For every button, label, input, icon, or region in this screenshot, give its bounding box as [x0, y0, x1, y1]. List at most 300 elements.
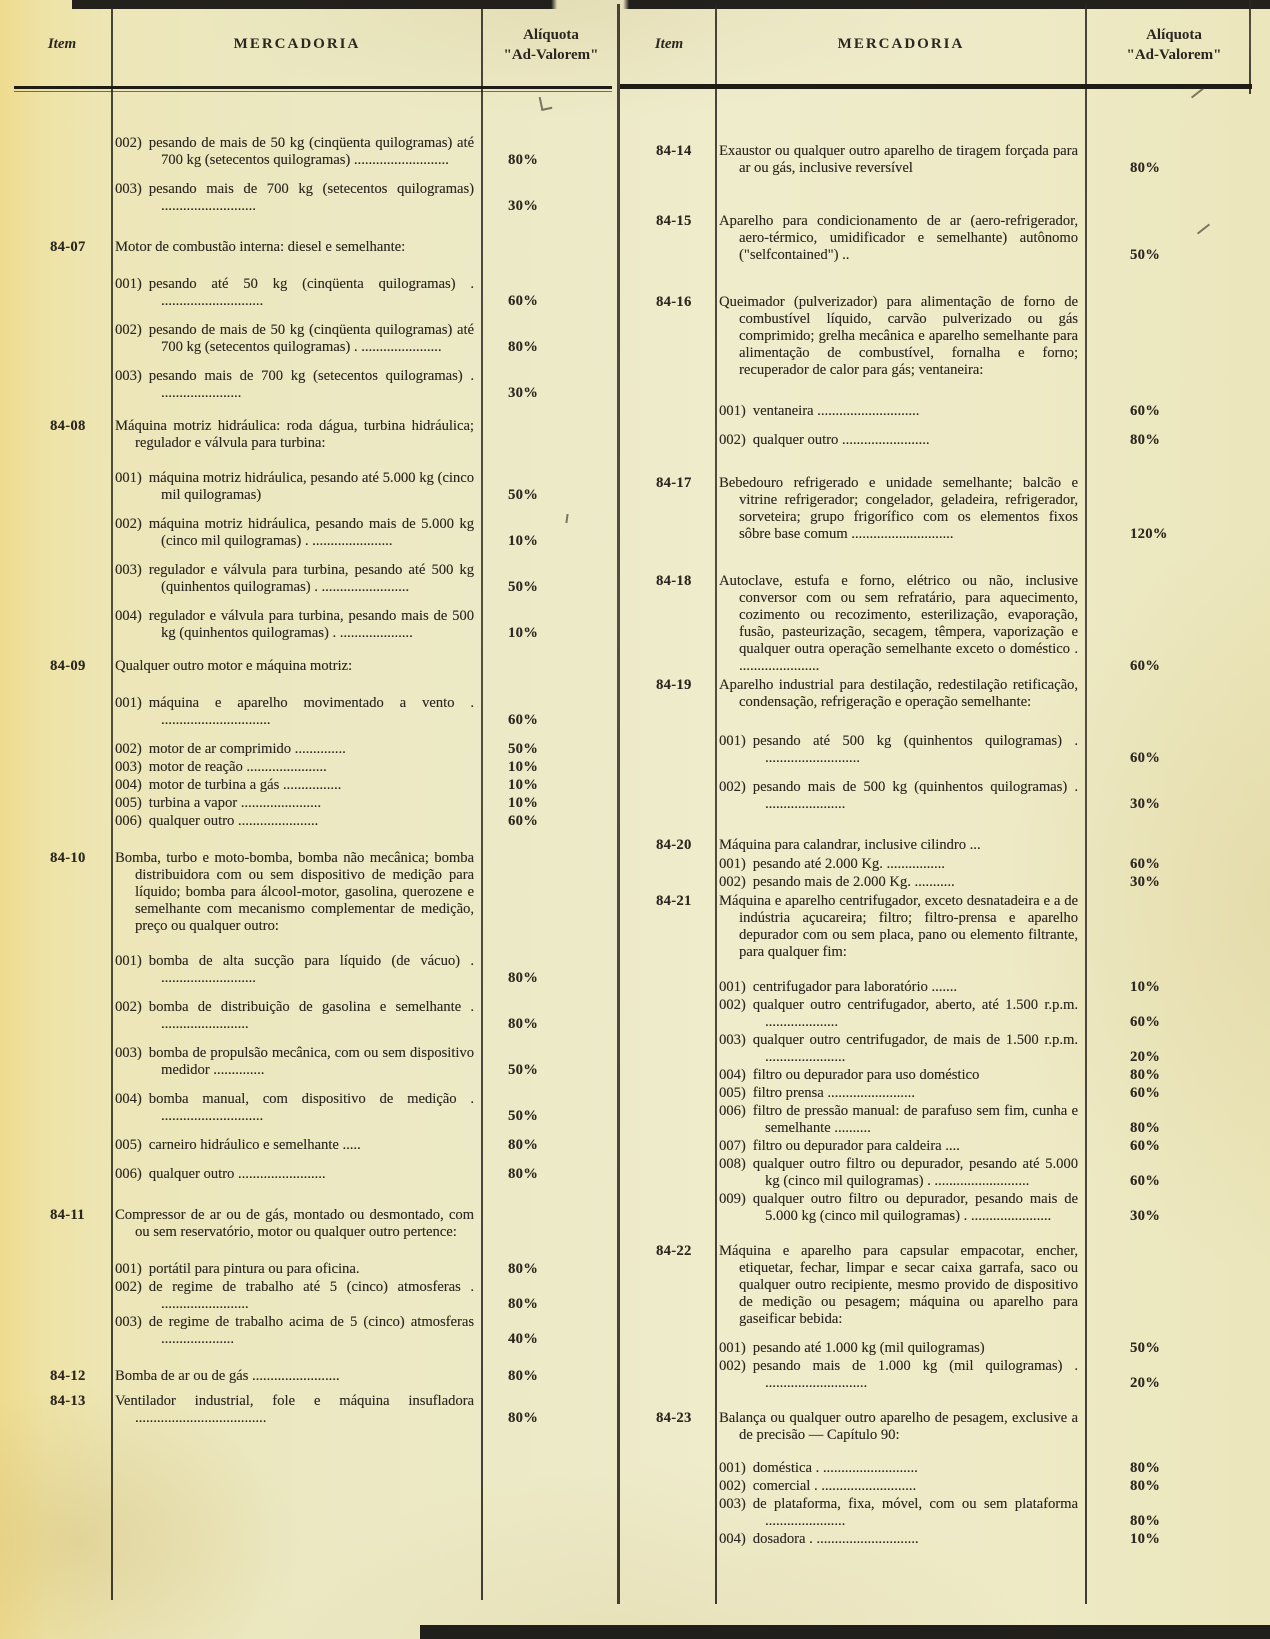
entry-main-row: [622, 677, 1252, 711]
entry-description-cell: [112, 850, 482, 935]
entry-description: Balança ou qualquer outro aparelho de pesagem, exclusive a de precisão — Capítulo 90:: [719, 1410, 1078, 1443]
sub-item-row: [12, 813, 610, 830]
column-header-mercadoria: MERCADORIA: [837, 36, 965, 52]
rate-value: 80%: [508, 339, 539, 355]
sub-item-number: 003): [115, 1045, 142, 1061]
sub-item-number: 001): [115, 1261, 142, 1277]
entry-description: Motor de combustão interna: diesel e semelhante:: [115, 239, 406, 255]
item-number-spacer: [12, 741, 112, 758]
entry-description-cell: [716, 1410, 1086, 1444]
sub-item-row: [622, 432, 1252, 449]
tariff-entry: [12, 658, 610, 830]
rate-value: 80%: [1130, 1067, 1161, 1083]
tariff-entry: [622, 294, 1252, 449]
sub-item-description: turbina a vapor ......................: [148, 795, 322, 811]
tariff-entry: [622, 893, 1252, 1225]
item-number-spacer: [12, 322, 112, 356]
item-number-spacer: [622, 1032, 716, 1066]
rate-value: 60%: [1130, 856, 1161, 872]
sub-item-cell: [112, 695, 482, 729]
sub-item-description: carneiro hidráulico e semelhante .....: [148, 1137, 361, 1153]
item-number: 84-08: [50, 418, 86, 434]
sub-item-text: [115, 562, 474, 596]
sub-item-text: [719, 733, 1078, 767]
sub-item-text: [115, 516, 474, 550]
item-number-spacer: [622, 1191, 716, 1225]
sub-item-row: [12, 516, 610, 550]
item-number-spacer: [12, 999, 112, 1033]
item-number-spacer: [12, 470, 112, 504]
column-header-mercadoria: MERCADORIA: [233, 36, 361, 52]
item-number-spacer: [12, 1166, 112, 1183]
sub-item-description: pesando até 500 kg (quinhentos quilogramas) . ..........................: [752, 733, 1078, 766]
sub-item-row: [12, 470, 610, 504]
sub-item-cell: [716, 1067, 1086, 1084]
sub-item-description: bomba de distribuição de gasolina e semelhante . ........................: [148, 999, 474, 1032]
entry-main-row: [622, 1410, 1252, 1444]
sub-item-description: bomba de alta sucção para líquido (de vácuo) . ..........................: [148, 953, 474, 986]
sub-item-row: [622, 1531, 1252, 1548]
sub-item-text: [115, 1137, 474, 1154]
sub-item-cell: [112, 1166, 482, 1183]
sub-item-description: motor de ar comprimido ..............: [148, 741, 346, 757]
item-number: 84-15: [656, 213, 692, 229]
sub-item-number: 002): [115, 322, 142, 338]
sub-item-cell: [112, 795, 482, 812]
item-number: 84-11: [50, 1207, 85, 1223]
sub-item-cell: [112, 470, 482, 504]
entry-description-cell: [716, 143, 1086, 177]
tariff-entry: [622, 837, 1252, 891]
rate-value: 80%: [1130, 1120, 1161, 1136]
rate-value: 50%: [508, 1108, 539, 1124]
entry-description: Compressor de ar ou de gás, montado ou desmontado, com ou sem reservatório, motor ou qualquer outro pertence:: [115, 1207, 474, 1240]
sub-item-text: [115, 135, 474, 169]
entry-description-cell: [716, 475, 1086, 543]
tariff-entry: [622, 573, 1252, 675]
sub-item-description: qualquer outro ........................: [148, 1166, 326, 1182]
sub-item-description: centrifugador para laboratório .......: [752, 979, 957, 995]
sub-item-text: [719, 1460, 1078, 1477]
sub-item-number: 005): [115, 795, 142, 811]
sub-item-text: [115, 368, 474, 402]
sub-item-number: 003): [115, 1314, 142, 1330]
entry-description: Ventilador industrial, fole e máquina insufladora ....................................: [115, 1393, 474, 1426]
entry-description-cell: [716, 893, 1086, 961]
aliquota-line1: Alíquota: [523, 26, 579, 43]
sub-item-text: [115, 741, 474, 758]
sub-item-text: [115, 999, 474, 1033]
sub-item-text: [719, 1085, 1078, 1102]
sub-item-description: pesando mais de 700 kg (setecentos quilogramas) . ......................: [148, 368, 474, 401]
sub-item-row: [12, 1279, 610, 1313]
sub-item-number: 002): [719, 1358, 746, 1374]
item-number: 84-12: [50, 1368, 86, 1384]
rate-value: 60%: [1130, 403, 1161, 419]
sub-item-number: 001): [719, 1340, 746, 1356]
sub-item-number: 001): [719, 856, 746, 872]
rate-value: 60%: [1130, 1173, 1161, 1189]
rate-value: 80%: [508, 152, 539, 168]
tariff-entry: [12, 1393, 610, 1427]
sub-item-number: 002): [719, 779, 746, 795]
entry-description-cell: [716, 573, 1086, 675]
sub-item-cell: [716, 1138, 1086, 1155]
sub-item-description: qualquer outro centrifugador, aberto, até 1.500 r.p.m. ....................: [752, 997, 1078, 1030]
sub-item-row: [622, 979, 1252, 996]
sub-item-text: [115, 813, 474, 830]
table-body: [12, 89, 610, 1427]
sub-item-text: [719, 1531, 1078, 1548]
sub-item-number: 002): [115, 135, 142, 151]
item-number-spacer: [622, 1531, 716, 1548]
rate-value: 50%: [508, 579, 539, 595]
rate-value: 80%: [1130, 1460, 1161, 1476]
sub-item-cell: [716, 856, 1086, 873]
sub-item-cell: [112, 1045, 482, 1079]
entry-description-cell: [112, 1368, 482, 1385]
entry-description-cell: [112, 658, 482, 675]
rate-value: 10%: [508, 533, 539, 549]
entry-main-row: [12, 239, 610, 256]
rate-value: 80%: [1130, 1478, 1161, 1494]
item-number-spacer: [12, 1314, 112, 1348]
sub-item-cell: [112, 777, 482, 794]
sub-item-row: [622, 1103, 1252, 1137]
item-number-spacer: [12, 1045, 112, 1079]
item-number-spacer: [12, 135, 112, 169]
sub-item-text: [719, 1067, 1078, 1084]
sub-item-cell: [716, 1358, 1086, 1392]
sub-item-description: bomba manual, com dispositivo de medição . ............................: [148, 1091, 474, 1124]
item-number-spacer: [622, 1067, 716, 1084]
rate-value: 60%: [508, 813, 539, 829]
column-rule: [617, 4, 620, 1604]
entry-description: Aparelho industrial para destilação, redestilação retificação, condensação, refrigeração e operação semelhante:: [719, 677, 1078, 710]
item-number-spacer: [622, 1103, 716, 1137]
rate-value: 30%: [1130, 874, 1161, 890]
sub-item-description: comercial . ..........................: [752, 1478, 917, 1494]
sub-item-cell: [716, 997, 1086, 1031]
item-number-spacer: [12, 695, 112, 729]
scan-edge-band-bottom: [420, 1625, 1270, 1639]
item-number: 84-18: [656, 573, 692, 589]
rate-value: 80%: [508, 1137, 539, 1153]
sub-item-text: [115, 1279, 474, 1313]
sub-item-text: [115, 777, 474, 794]
sub-item-description: dosadora . ............................: [752, 1531, 919, 1547]
sub-item-number: 002): [719, 1478, 746, 1494]
sub-item-cell: [112, 1137, 482, 1154]
sub-item-cell: [112, 953, 482, 987]
sub-item-number: 001): [719, 979, 746, 995]
sub-item-cell: [716, 432, 1086, 449]
sub-item-cell: [716, 403, 1086, 420]
tariff-entry: [12, 239, 610, 402]
sub-item-description: portátil para pintura ou para oficina.: [148, 1261, 360, 1277]
sub-item-cell: [716, 1156, 1086, 1190]
sub-item-description: pesando mais de 1.000 kg (mil quilogramas) . ............................: [752, 1358, 1078, 1391]
entry-main-row: [622, 1243, 1252, 1328]
rate-value: 80%: [508, 970, 539, 986]
sub-item-description: pesando mais de 700 kg (setecentos quilogramas) ..........................: [148, 181, 474, 214]
item-number: 84-23: [656, 1410, 692, 1426]
sub-item-number: 002): [115, 741, 142, 757]
sub-item-description: de regime de trabalho até 5 (cinco) atmosferas . ........................: [148, 1279, 474, 1312]
sub-item-row: [12, 795, 610, 812]
sub-item-text: [115, 1045, 474, 1079]
item-number-spacer: [622, 779, 716, 813]
item-number-spacer: [12, 759, 112, 776]
sub-item-cell: [716, 1496, 1086, 1530]
rate-value: 60%: [508, 293, 539, 309]
sub-item-text: [115, 1314, 474, 1348]
entry-main-row: [622, 475, 1252, 543]
entry-description: Máquina e aparelho centrifugador, exceto desnatadeira e a de indústria açucareira; filtro; filtro-prensa e aparelho depurador com ou sem placa, pano ou elemento filtrante, para qualquer fim:: [719, 893, 1078, 960]
item-number-spacer: [622, 856, 716, 873]
rate-value: 80%: [508, 1368, 539, 1384]
sub-item-number: 003): [115, 562, 142, 578]
tariff-entry: [12, 135, 610, 215]
entry-description-cell: [716, 1243, 1086, 1328]
sub-item-row: [622, 1496, 1252, 1530]
rate-value: 30%: [508, 385, 539, 401]
sub-item-description: máquina e aparelho movimentado a vento . ..............................: [148, 695, 474, 728]
sub-item-number: 004): [115, 608, 142, 624]
sub-item-number: 006): [115, 1166, 142, 1182]
entry-description-cell: [716, 213, 1086, 264]
sub-item-row: [622, 1138, 1252, 1155]
sub-item-row: [12, 695, 610, 729]
sub-item-number: 008): [719, 1156, 746, 1172]
rate-value: 10%: [508, 759, 539, 775]
sub-item-cell: [112, 322, 482, 356]
tariff-entry: [12, 1368, 610, 1385]
sub-item-row: [622, 1067, 1252, 1084]
item-number-spacer: [622, 1085, 716, 1102]
rate-value: 30%: [1130, 796, 1161, 812]
item-number: 84-20: [656, 837, 692, 853]
sub-item-cell: [112, 1261, 482, 1278]
sub-item-description: doméstica . ..........................: [752, 1460, 918, 1476]
item-number-spacer: [622, 403, 716, 420]
entry-description: Aparelho para condicionamento de ar (aero-refrigerador, aero-térmico, umidificador e semelhante) autônomo ("selfcontained") ..: [719, 213, 1078, 263]
sub-item-cell: [112, 181, 482, 215]
rate-value: 80%: [1130, 160, 1161, 176]
sub-item-row: [622, 997, 1252, 1031]
item-number-spacer: [622, 1496, 716, 1530]
sub-item-number: 001): [115, 695, 142, 711]
column-header-aliquota: [482, 25, 610, 65]
sub-item-text: [719, 1032, 1078, 1066]
sub-item-number: 003): [719, 1032, 746, 1048]
sub-item-description: pesando até 1.000 kg (mil quilogramas): [752, 1340, 985, 1356]
sub-item-cell: [716, 979, 1086, 996]
rate-value: 50%: [508, 741, 539, 757]
sub-item-description: motor de turbina a gás ................: [148, 777, 342, 793]
sub-item-number: 001): [115, 276, 142, 292]
table-header: [622, 0, 1252, 89]
tariff-entry: [622, 677, 1252, 813]
item-number-spacer: [12, 777, 112, 794]
sub-item-number: 002): [115, 1279, 142, 1295]
tariff-entry: [622, 1243, 1252, 1392]
tariff-table-left: [12, 0, 610, 1427]
sub-item-number: 002): [719, 997, 746, 1013]
sub-item-text: [719, 779, 1078, 813]
sub-item-description: pesando de mais de 50 kg (cinqüenta quilogramas) até 700 kg (setecentos quilogramas) ..........................: [148, 135, 474, 168]
sub-item-row: [12, 1314, 610, 1348]
rate-value: 40%: [508, 1331, 539, 1347]
sub-item-row: [12, 1261, 610, 1278]
sub-item-row: [12, 999, 610, 1033]
sub-item-number: 001): [719, 733, 746, 749]
sub-item-description: pesando até 50 kg (cinqüenta quilogramas) . ............................: [148, 276, 474, 309]
sub-item-cell: [112, 276, 482, 310]
entry-description: Máquina e aparelho para capsular empacotar, encher, etiquetar, fechar, limpar e secar caixa garrafa, saco ou qualquer outro recipiente, mesmo provido de dispositivo de medição ou pesagem; máquina ou aparelho para gaseificar bebida:: [719, 1243, 1078, 1327]
rate-value: 80%: [1130, 432, 1161, 448]
entry-main-row: [622, 294, 1252, 379]
entry-description: Máquina motriz hidráulica: roda dágua, turbina hidráulica; regulador e válvula para turbina:: [115, 418, 474, 451]
sub-item-number: 006): [115, 813, 142, 829]
sub-item-description: de plataforma, fixa, móvel, com ou sem plataforma ......................: [752, 1496, 1078, 1529]
sub-item-description: filtro de pressão manual: de parafuso sem fim, cunha e semelhante ..........: [752, 1103, 1078, 1136]
item-number-spacer: [12, 516, 112, 550]
sub-item-cell: [112, 999, 482, 1033]
entry-main-row: [622, 837, 1252, 854]
tariff-entry: [12, 850, 610, 1183]
entry-main-row: [622, 213, 1252, 264]
sub-item-description: pesando até 2.000 Kg. ................: [752, 856, 945, 872]
sub-item-number: 002): [115, 999, 142, 1015]
sub-item-description: regulador e válvula para turbina, pesando até 500 kg (quinhentos quilogramas) . ........................: [148, 562, 474, 595]
item-number-spacer: [12, 953, 112, 987]
sub-item-text: [719, 1358, 1078, 1392]
rate-value: 80%: [508, 1410, 539, 1426]
rate-value: 10%: [508, 795, 539, 811]
sub-item-text: [719, 1478, 1078, 1495]
sub-item-number: 004): [719, 1067, 746, 1083]
sub-item-row: [12, 181, 610, 215]
item-number-spacer: [622, 979, 716, 996]
sub-item-text: [115, 1166, 474, 1183]
entry-description: Bomba, turbo e moto-bomba, bomba não mecânica; bomba distribuidora com ou sem dispositivo de medição para líquido; bomba para álcool-motor, gasolina, querozene e semelhante com mecanismo complementar de medição, preço ou qualquer outro:: [115, 850, 474, 934]
sub-item-row: [12, 608, 610, 642]
item-number-spacer: [12, 1137, 112, 1154]
entry-description-cell: [716, 677, 1086, 711]
item-number-spacer: [12, 1261, 112, 1278]
item-number: 84-21: [656, 893, 692, 909]
sub-item-description: qualquer outro centrifugador, de mais de 1.500 r.p.m. ......................: [752, 1032, 1078, 1065]
sub-item-number: 007): [719, 1138, 746, 1154]
sub-item-row: [12, 135, 610, 169]
rate-value: 30%: [1130, 1208, 1161, 1224]
sub-item-row: [12, 322, 610, 356]
entry-main-row: [12, 850, 610, 935]
sub-item-row: [12, 562, 610, 596]
column-header-item: Item: [654, 36, 684, 52]
sub-item-row: [12, 1166, 610, 1183]
rate-value: 50%: [508, 487, 539, 503]
sub-item-cell: [716, 1103, 1086, 1137]
sub-item-row: [12, 368, 610, 402]
sub-item-row: [12, 1137, 610, 1154]
item-number: 84-13: [50, 1393, 86, 1409]
sub-item-number: 004): [719, 1531, 746, 1547]
item-number-spacer: [622, 1460, 716, 1477]
entry-main-row: [12, 418, 610, 452]
rate-value: 50%: [508, 1062, 539, 1078]
sub-item-description: máquina motriz hidráulica, pesando até 5.000 kg (cinco mil quilogramas): [148, 470, 474, 503]
rate-value: 10%: [508, 625, 539, 641]
entry-description-cell: [716, 294, 1086, 379]
entry-main-row: [12, 1368, 610, 1385]
sub-item-description: qualquer outro ........................: [752, 432, 930, 448]
sub-item-cell: [716, 1340, 1086, 1357]
sub-item-description: motor de reação ......................: [148, 759, 327, 775]
sub-item-number: 001): [115, 470, 142, 486]
sub-item-number: 005): [115, 1137, 142, 1153]
sub-item-cell: [716, 874, 1086, 891]
sub-item-text: [719, 1191, 1078, 1225]
sub-item-row: [622, 1340, 1252, 1357]
sub-item-description: filtro ou depurador para uso doméstico: [752, 1067, 980, 1083]
table-header: [12, 0, 610, 89]
sub-item-number: 004): [115, 1091, 142, 1107]
sub-item-text: [719, 1138, 1078, 1155]
sub-item-number: 003): [115, 368, 142, 384]
sub-item-number: 003): [115, 759, 142, 775]
item-number-spacer: [12, 1279, 112, 1313]
sub-item-text: [115, 470, 474, 504]
sub-item-cell: [112, 608, 482, 642]
rate-value: 80%: [508, 1261, 539, 1277]
rate-value: 120%: [1130, 526, 1168, 542]
sub-item-row: [12, 953, 610, 987]
rate-value: 80%: [508, 1166, 539, 1182]
item-number-spacer: [622, 1340, 716, 1357]
tariff-entry: [622, 143, 1252, 177]
sub-item-row: [622, 1032, 1252, 1066]
sub-item-row: [622, 403, 1252, 420]
sub-item-row: [12, 1045, 610, 1079]
sub-item-row: [12, 741, 610, 758]
entry-description-cell: [112, 418, 482, 452]
rate-value: 20%: [1130, 1375, 1161, 1391]
item-number-spacer: [12, 608, 112, 642]
sub-item-text: [719, 874, 1078, 891]
tariff-entry: [622, 475, 1252, 543]
sub-item-text: [115, 953, 474, 987]
entry-main-row: [12, 1207, 610, 1241]
sub-item-text: [115, 322, 474, 356]
item-number-spacer: [622, 733, 716, 767]
aliquota-line2: "Ad-Valorem": [1126, 46, 1222, 63]
sub-item-text: [115, 1091, 474, 1125]
sub-item-text: [115, 181, 474, 215]
item-number-spacer: [622, 1358, 716, 1392]
table-body: [622, 89, 1252, 1548]
entry-main-row: [622, 573, 1252, 675]
sub-item-number: 006): [719, 1103, 746, 1119]
sub-item-number: 005): [719, 1085, 746, 1101]
sub-item-cell: [716, 733, 1086, 767]
entry-description-cell: [112, 1207, 482, 1241]
rate-value: 80%: [508, 1296, 539, 1312]
sub-item-number: 001): [719, 403, 746, 419]
tariff-entry: [622, 1410, 1252, 1548]
item-number: 84-17: [656, 475, 692, 491]
